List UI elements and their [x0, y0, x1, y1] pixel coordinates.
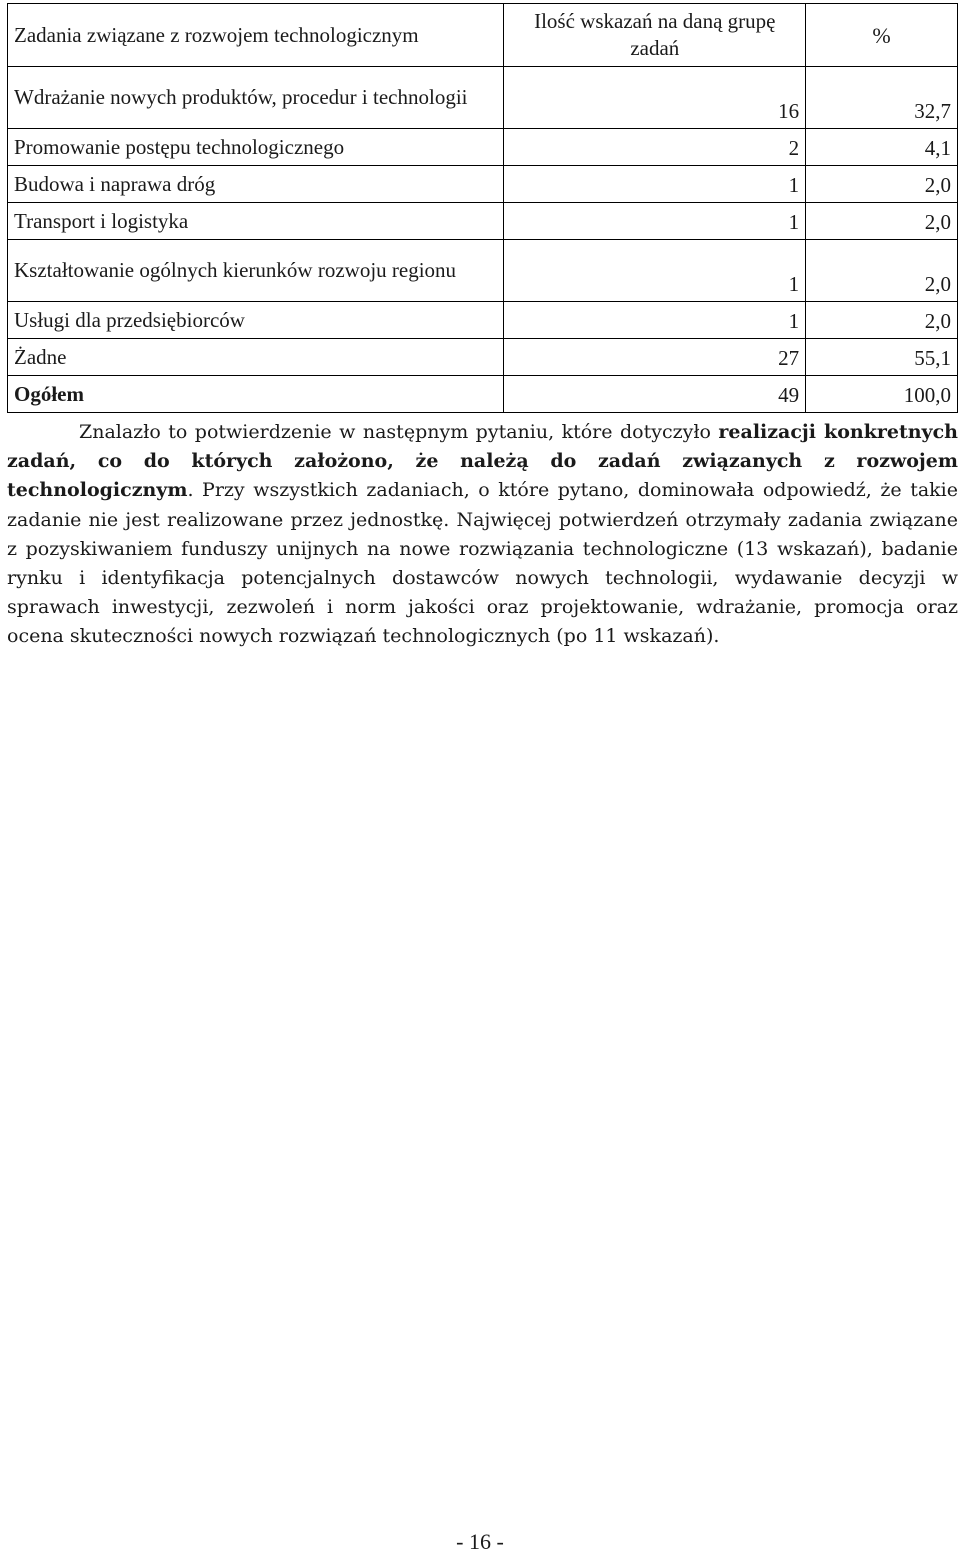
row-percent: 2,0: [806, 166, 958, 203]
row-percent: 4,1: [806, 129, 958, 166]
table-row: [8, 129, 958, 166]
row-count: 16: [504, 67, 806, 129]
row-count: 2: [504, 129, 806, 166]
table-header-row: [8, 4, 958, 67]
total-count: 49: [504, 376, 806, 413]
row-label: Usługi dla przedsiębiorców: [8, 302, 504, 339]
row-label: Żadne: [8, 339, 504, 376]
body-paragraph: [7, 418, 958, 652]
row-label: Kształtowanie ogólnych kierunków rozwoju regionu: [8, 240, 504, 302]
tasks-table: [7, 3, 958, 413]
row-label: Promowanie postępu technologicznego: [8, 129, 504, 166]
row-count: 27: [504, 339, 806, 376]
row-label: Budowa i naprawa dróg: [8, 166, 504, 203]
row-label: Wdrażanie nowych produktów, procedur i technologii: [8, 67, 504, 129]
row-count: 1: [504, 166, 806, 203]
row-percent: 2,0: [806, 240, 958, 302]
table-total-row: [8, 376, 958, 413]
header-count: Ilość wskazań na daną grupę zadań: [504, 4, 806, 67]
row-percent: 55,1: [806, 339, 958, 376]
paragraph-bold: realizacji konkretnych zadań, co do których założono, że należą do zadań związanych z rozwojem technologicznym: [7, 421, 958, 502]
table-row: [8, 302, 958, 339]
page-number: - 16 -: [456, 1529, 504, 1554]
table-row: [8, 203, 958, 240]
row-percent: 2,0: [806, 302, 958, 339]
row-count: 1: [504, 302, 806, 339]
table-row: [8, 240, 958, 302]
row-percent: 2,0: [806, 203, 958, 240]
row-label: Transport i logistyka: [8, 203, 504, 240]
table-row: [8, 166, 958, 203]
table-row: [8, 67, 958, 129]
row-count: 1: [504, 203, 806, 240]
row-count: 1: [504, 240, 806, 302]
header-percent: %: [806, 4, 958, 67]
paragraph-part1: Znalazło to potwierdzenie w następnym pytaniu, które dotyczyło: [79, 421, 719, 443]
table-row: [8, 339, 958, 376]
table-body: [8, 67, 958, 413]
total-label: Ogółem: [8, 376, 504, 413]
paragraph-part2: . Przy wszystkich zadaniach, o które pytano, dominowała odpowiedź, że takie zadanie nie jest realizowane przez jednostkę. Najwięcej potwierdzeń otrzymały zadania związane z pozyskiwaniem funduszy unijnych na nowe rozwiązania technologiczne (13 wskazań), badanie rynku i identyfikacja potencjalnych dostawców nowych technologii, wydawanie decyzji w sprawach inwestycji, zezwoleń i norm jakości oraz projektowanie, wdrażanie, promocja oraz ocena skuteczności nowych rozwiązań technologicznych (po 11 wskazań).: [7, 479, 958, 648]
row-percent: 32,7: [806, 67, 958, 129]
header-tasks: Zadania związane z rozwojem technologicznym: [8, 4, 504, 67]
total-percent: 100,0: [806, 376, 958, 413]
